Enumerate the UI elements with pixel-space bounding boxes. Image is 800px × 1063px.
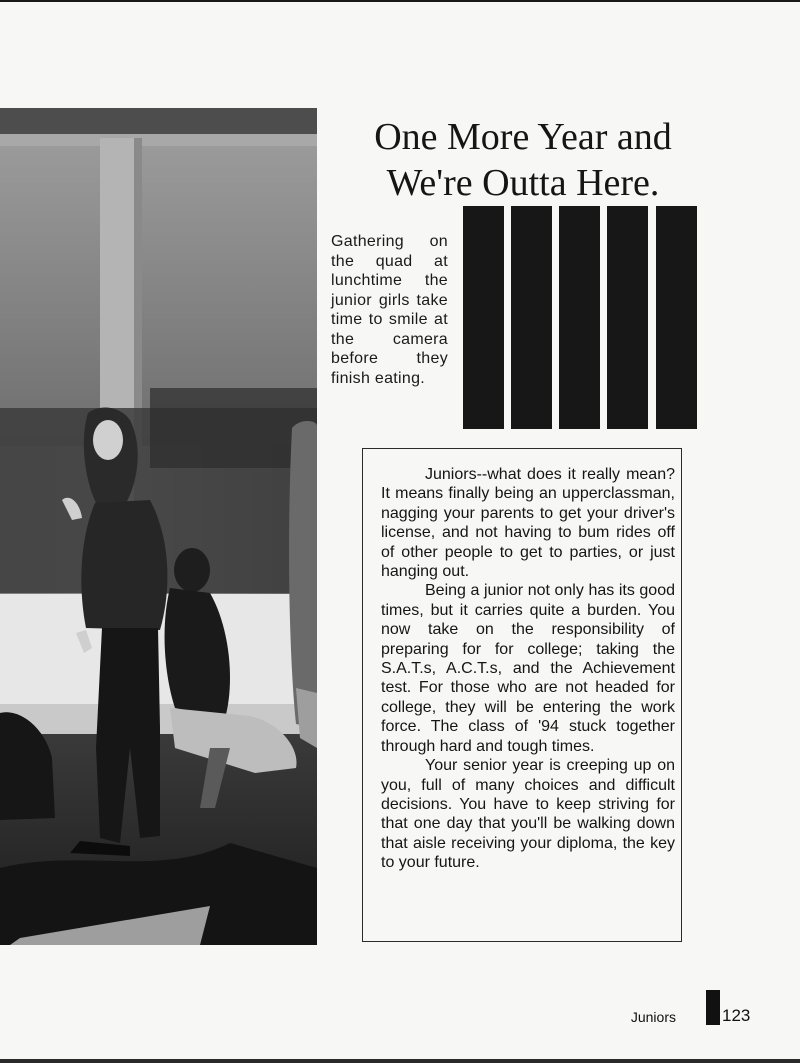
page-headline bbox=[318, 114, 728, 206]
photo-caption: Gathering on the quad at lunchtime the junior girls take time to smile at the camera before they finish eating. bbox=[331, 233, 448, 387]
folio-section-label: Juniors bbox=[630, 1009, 676, 1025]
headline-line-2: We're Outta Here. bbox=[386, 162, 660, 204]
bottom-edge-rule bbox=[0, 1059, 800, 1063]
decorative-bar bbox=[607, 206, 648, 429]
headline-line-1: One More Year and bbox=[374, 116, 672, 158]
decorative-bar bbox=[656, 206, 697, 429]
story-box bbox=[362, 448, 682, 942]
photo-junior-girls-quad bbox=[0, 108, 317, 945]
decorative-bar bbox=[463, 206, 504, 429]
decorative-bar bbox=[511, 206, 552, 429]
story-paragraph-1: Juniors--what does it really mean? It means finally being an upperclassman, nagging your parents to get your driver's license, and not having to bum rides off of other people to get to parties, or just hanging out. bbox=[381, 466, 675, 581]
folio-bar bbox=[706, 990, 720, 1025]
page-folio bbox=[630, 988, 770, 1026]
page-number: 123 bbox=[722, 1006, 751, 1025]
decorative-bar bbox=[559, 206, 600, 429]
story-paragraph-2: Being a junior not only has its good times, but it carries quite a burden. You now take on the responsibility of preparing for for college; taking the S.A.T.s, A.C.T.s, and the Achievement test. For those who are not headed for college, they will be entering the work force. The class of '94 stuck together through hard and tough times. bbox=[381, 582, 675, 755]
top-edge-rule bbox=[0, 0, 800, 2]
story-paragraph-3: Your senior year is creeping up on you, full of many choices and difficult decisions. You have to keep striving for that one day that you'll be walking down that aisle receiving your diploma, the key to your future. bbox=[381, 757, 675, 872]
story-text bbox=[381, 465, 675, 873]
decorative-bars bbox=[463, 206, 699, 429]
